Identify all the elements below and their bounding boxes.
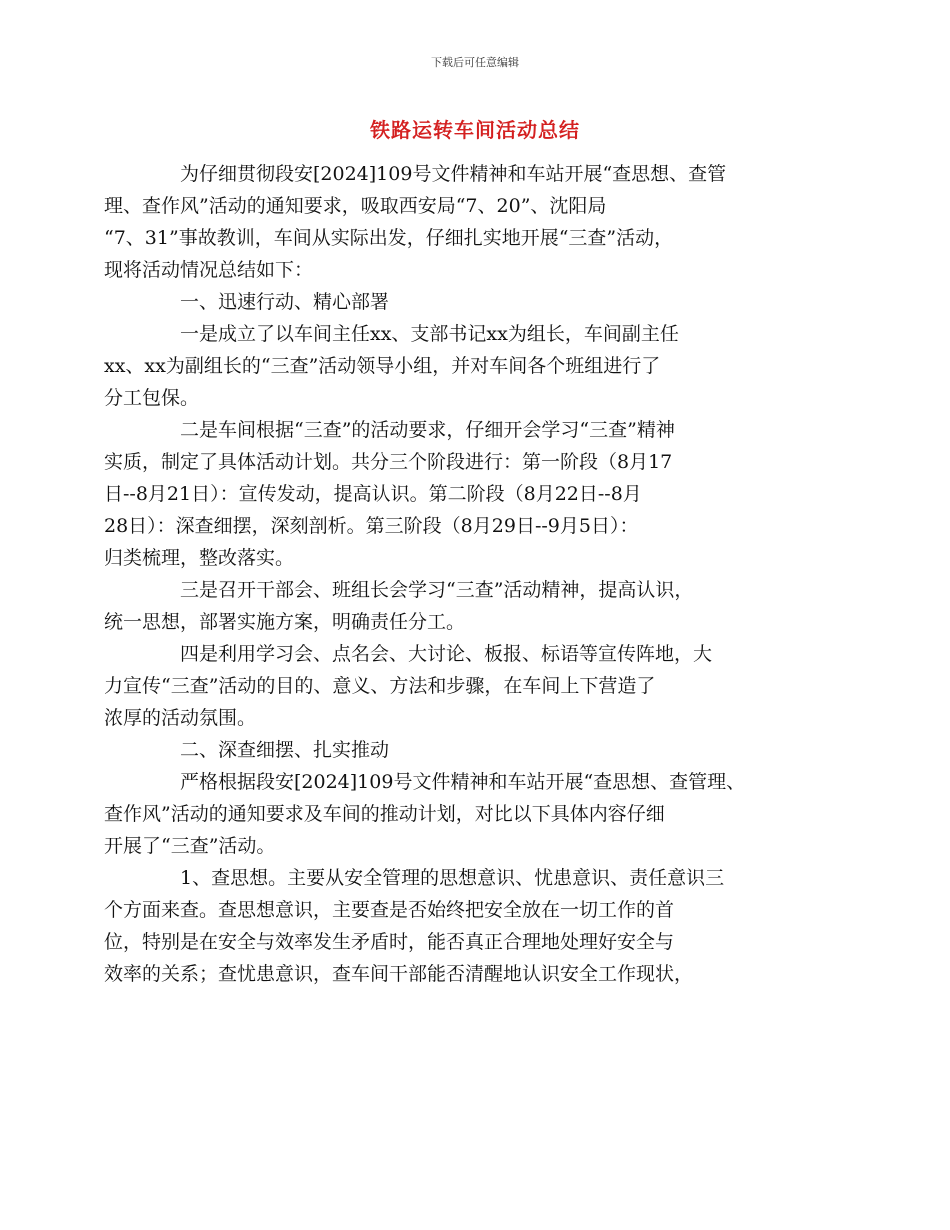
- paragraph-line: 二是车间根据“三查”的活动要求，仔细开会学习“三查”精神: [180, 419, 675, 441]
- paragraph-line: 查作风”活动的通知要求及车间的推动计划，对比以下具体内容仔细: [104, 803, 665, 825]
- paragraph-line: 统一思想，部署实施方案，明确责任分工。: [104, 611, 466, 633]
- paragraph-line: 为仔细贯彻段安[2024]109号文件精神和车站开展“查思想、查管: [180, 163, 727, 185]
- paragraph-line: 三是召开干部会、班组长会学习“三查”活动精神，提高认识，: [180, 579, 694, 601]
- paragraph-line: 现将活动情况总结如下：: [104, 259, 314, 281]
- paragraph-line: 归类梳理，整改落实。: [104, 547, 295, 569]
- paragraph: [104, 638, 812, 734]
- paragraph: [104, 414, 812, 574]
- paragraph: [104, 574, 812, 638]
- paragraph-line: 位，特别是在安全与效率发生矛盾时，能否真正合理地处理好安全与: [104, 931, 675, 953]
- document-body: [104, 158, 812, 990]
- document-title: 铁路运转车间活动总结: [370, 118, 580, 142]
- paragraph: [142, 286, 812, 318]
- paragraph-line: 开展了“三查”活动。: [104, 835, 276, 857]
- paragraph-line: 日--8月21日）：宣传发动，提高认识。第二阶段（8月22日--8月: [104, 483, 642, 505]
- paragraph-line: 一、迅速行动、精心部署: [180, 291, 390, 313]
- paragraph: [142, 734, 812, 766]
- paragraph: [104, 158, 812, 286]
- paragraph: [104, 318, 812, 414]
- paragraph-line: 效率的关系；查忧患意识，查车间干部能否清醒地认识安全工作现状，: [104, 963, 694, 985]
- paragraph-line: “7、31”事故教训，车间从实际出发，仔细扎实地开展“三查”活动，: [104, 227, 674, 249]
- paragraph-line: 二、深查细摆、扎实推动: [180, 739, 390, 761]
- header-note: 下载后可任意编辑: [431, 56, 519, 69]
- paragraph-line: 一是成立了以车间主任xx、支部书记xx为组长，车间副主任: [180, 323, 679, 345]
- paragraph-line: 力宣传“三查”活动的目的、意义、方法和步骤，在车间上下营造了: [104, 675, 656, 697]
- paragraph-line: 分工包保。: [104, 387, 200, 409]
- paragraph-line: 1、查思想。主要从安全管理的思想意识、忧患意识、责任意识三: [180, 867, 725, 889]
- paragraph: [104, 766, 812, 862]
- paragraph: [104, 862, 812, 990]
- paragraph-line: 严格根据段安[2024]109号文件精神和车站开展“查思想、查管理、: [180, 771, 746, 793]
- paragraph-line: 28日）：深查细摆，深刻剖析。第三阶段（8月29日--9月5日）：: [104, 515, 639, 537]
- paragraph-line: 个方面来查。查思想意识，主要查是否始终把安全放在一切工作的首: [104, 899, 675, 921]
- paragraph-line: 四是利用学习会、点名会、大讨论、板报、标语等宣传阵地，大: [180, 643, 713, 665]
- paragraph-line: 浓厚的活动氛围。: [104, 707, 257, 729]
- paragraph-line: 理、查作风”活动的通知要求，吸取西安局“7、20”、沈阳局: [104, 195, 607, 217]
- paragraph-line: xx、xx为副组长的“三查”活动领导小组，并对车间各个班组进行了: [104, 355, 661, 377]
- paragraph-line: 实质，制定了具体活动计划。共分三个阶段进行：第一阶段（8月17: [104, 451, 673, 473]
